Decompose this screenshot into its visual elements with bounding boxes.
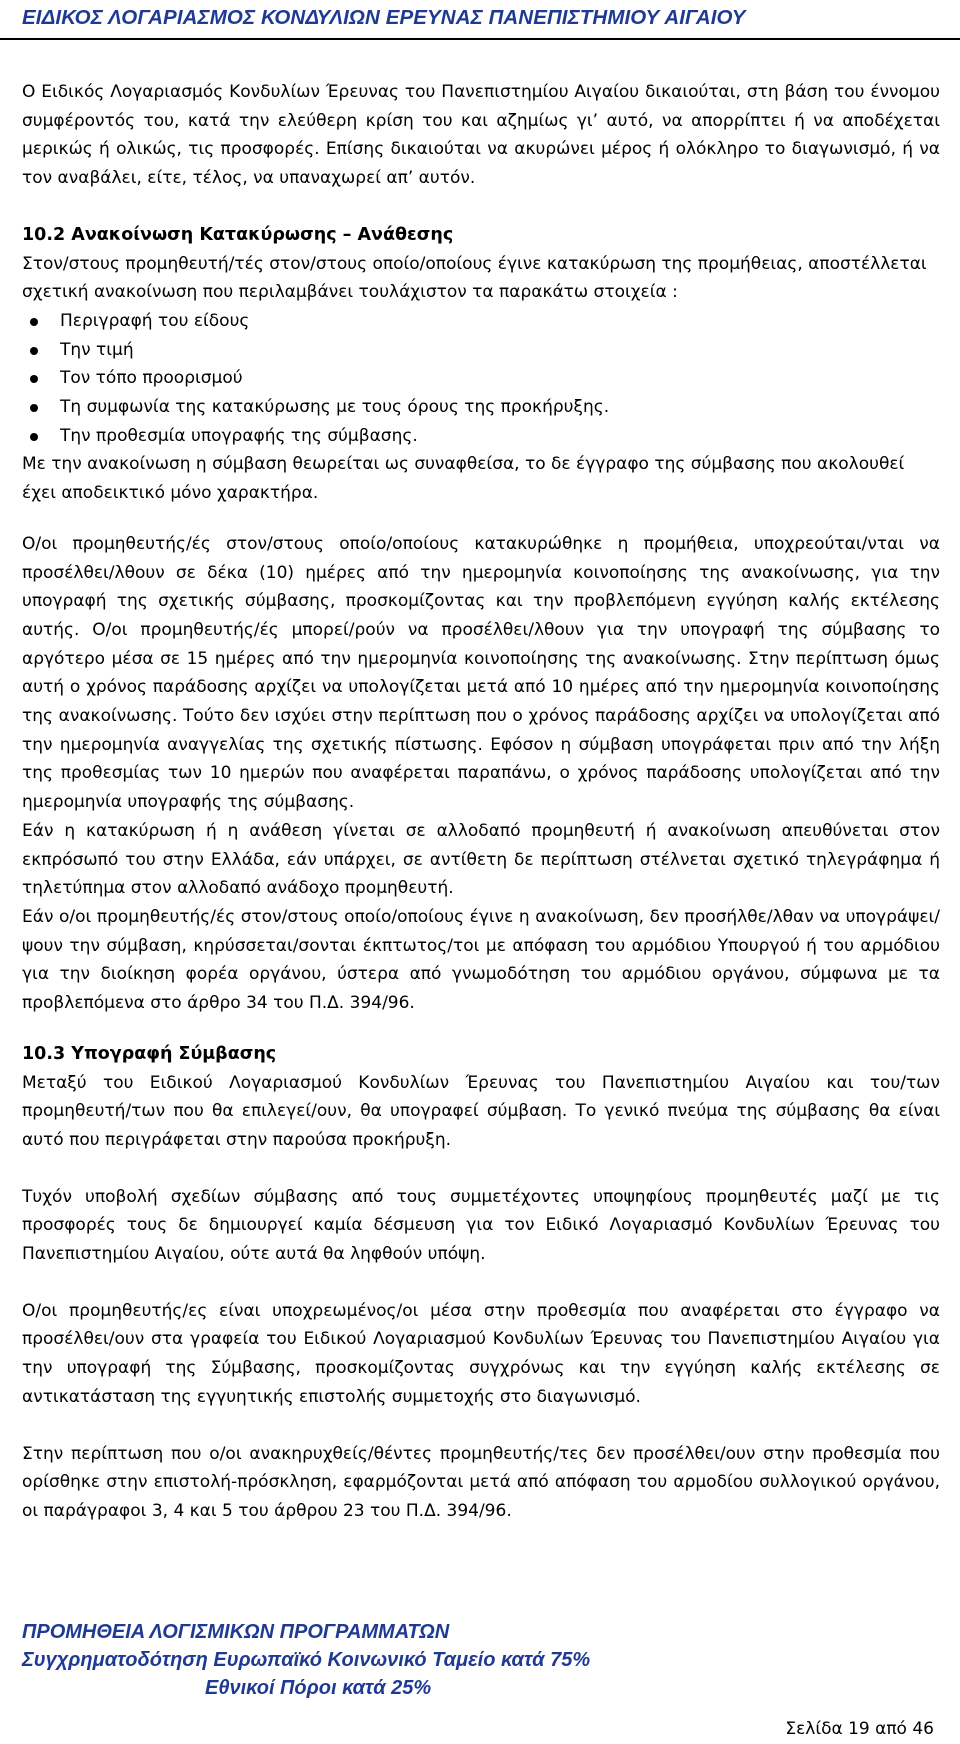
section-10-3-paragraph-4: Στην περίπτωση που ο/οι ανακηρυχθείς/θέντες προμηθευτής/τες δεν προσέλθει/ουν στην προθεσμία που ορίσθηκε στην επιστολή-πρόσκληση, εφαρμόζονται μετά από απόφαση του αρμοδίου συλλογικού οργάνου, οι παράγραφοι 3, 4 και 5 του άρθρου 23 του Π.Δ. 394/96. [22,1443,940,1521]
forfeit-paragraph: Εάν ο/οι προμηθευτής/ές στον/στους οποίο/οποίους έγινε η ανακοίνωση, δεν προσήλθε/λθαν να υπογράψει/ψουν την σύμβαση, κηρύσσεται/σονται έκπτωτος/τοι με απόφαση του αρμόδιου Υπουργού ή του αρμόδιου για την διοίκηση φορέα οργάνου, ύστερα από γνωμοδότηση του αρμόδιου οργάνου, σύμφωνα με τα προβλεπόμενα στο άρθρο 34 του Π.Δ. 394/96. [22,906,940,1014]
list-item: Τον τόπο προορισμού [60,364,940,393]
deadline-paragraph: Ο/οι προμηθευτής/ές στον/στους οποίο/οποίους κατακυρώθηκε η προμήθεια, υποχρεούται/νται να προσέλθει/λθουν σε δέκα (10) ημέρες από την ημερομηνία κοινοποίησης της ανακοίνωσης, για την υπογραφή της σχετικής σύμβασης, προσκομίζοντας και την προβλεπόμενη εγγύηση καλής εκτέλεσης αυτής. Ο/οι προμηθευτής/ές μπορεί/ρούν να προσέλθει/λθουν για την υπογραφή της σύμβασης το αργότερο μέσα σε 15 ημέρες από την ημερομηνία κοινοποίησης της ανακοίνωσης. Στην περίπτωση όμως αυτή ο χρόνος παράδοσης αρχίζει να υπολογίζεται μετά από 10 ημέρες από την ημερομηνία κοινοποίησης της ανακοίνωσης. Τούτο δεν ισχύει στην περίπτωση που ο χρόνος παράδοσης αρχίζει να υπολογίζεται από την ημερομηνία αναγγελίας της σχετικής πίστωσης. Εφόσον η σύμβαση υπογράφεται πριν από την λήξη της προθεσμίας των 10 ημερών που αναφέρεται παραπάνω, ο χρόνος παράδοσης υπολογίζεται από την ημερομηνία υπογραφής της σύμβασης. [22,533,940,813]
document-body [22,78,940,1526]
footer-project-title: ΠΡΟΜΗΘΕΙΑ ΛΟΓΙΣΜΙΚΩΝ ΠΡΟΓΡΑΜΜΑΤΩΝ [22,1621,450,1643]
page-footer [0,1621,960,1744]
intro-paragraph: Ο Ειδικός Λογαριασμός Κονδυλίων Έρευνας του Πανεπιστημίου Αιγαίου δικαιούται, στη βάση του έννομου συμφέροντός του, κατά την ελεύθερη κρίση του και αζημίως γι’ αυτό, να απορρίπτει ή να αποδέχεται μερικώς ή ολικώς, τις προσφορές. Επίσης δικαιούται να ακυρώνει μέρος ή ολόκληρο το διαγωνισμό, ή να τον αναβάλει, είτε, τέλος, να υπαναχωρεί απ’ αυτόν. [22,82,940,189]
award-elements-list [22,307,940,451]
section-10-3-heading: 10.3 Υπογραφή Σύμβασης [22,1043,277,1064]
page-header [0,0,960,40]
list-item: Την προθεσμία υπογραφής της σύμβασης. [60,422,940,451]
list-item: Τη συμφωνία της κατακύρωσης με τους όρους της προκήρυξης. [60,393,940,422]
header-title: ΕΙΔΙΚΟΣ ΛΟΓΑΡΙΑΣΜΟΣ ΚΟΝΔΥΛΙΩΝ ΕΡΕΥΝΑΣ ΠΑΝΕΠΙΣΤΗΜΙΟΥ ΑΙΓΑΙΟΥ [22,6,746,29]
section-10-3-paragraph-2: Τυχόν υποβολή σχεδίων σύμβασης από τους συμμετέχοντες υποψηφίους προμηθευτές μαζί με τις προσφορές τους δε δημιουργεί καμία δέσμευση για τον Ειδικό Λογαριασμό Κονδυλίων Έρευνας του Πανεπιστημίου Αιγαίου, ούτε αυτά θα ληφθούν υπόψη. [22,1186,940,1265]
list-item: Την τιμή [60,336,940,365]
section-10-3-paragraph-1: Μεταξύ του Ειδικού Λογαριασμού Κονδυλίων Έρευνας του Πανεπιστημίου Αιγαίου και του/των προμηθευτή/των που θα επιλεγεί/ουν, θα υπογραφεί σύμβαση. Το γενικό πνεύμα της σύμβασης θα είναι αυτό που περιγράφεται στην παρούσα προκήρυξη. [22,1072,940,1150]
page-number: Σελίδα 19 από 46 [785,1719,934,1739]
contract-concluded-paragraph: Με την ανακοίνωση η σύμβαση θεωρείται ως συναφθείσα, το δε έγγραφο της σύμβασης που ακολουθεί έχει αποδεικτικό μόνο χαρακτήρα. [22,454,905,504]
list-item: Περιγραφή του είδους [60,307,940,336]
foreign-supplier-paragraph: Εάν η κατακύρωση ή η ανάθεση γίνεται σε αλλοδαπό προμηθευτή ή ανακοίνωση απευθύνεται στον εκπρόσωπό του στην Ελλάδα, εάν υπάρχει, σε αντίθετη δε περίπτωση στέλνεται σχετικό τηλεγράφημα ή τηλετύπημα στον αλλοδαπό ανάδοχο προμηθευτή. [22,820,940,899]
section-10-2-lead: Στον/στους προμηθευτή/τές στον/στους οποίο/οποίους έγινε κατακύρωση της προμήθειας, αποστέλλεται σχετική ανακοίνωση που περιλαμβάνει τουλάχιστον τα παρακάτω στοιχεία : [22,253,927,303]
footer-funding-esf: Συγχρηματοδότηση Ευρωπαϊκό Κοινωνικό Ταμείο κατά 75% [22,1649,591,1671]
section-10-2-heading: 10.2 Ανακοίνωση Κατακύρωσης – Ανάθεσης [22,224,454,245]
section-10-3-paragraph-3: Ο/οι προμηθευτής/ες είναι υποχρεωμένος/οι μέσα στην προθεσμία που αναφέρεται στο έγγραφο να προσέλθει/ουν στα γραφεία του Ειδικού Λογαριασμού Κονδυλίων Έρευνας του Πανεπιστημίου Αιγαίου για την υπογραφή της Σύμβασης, προσκομίζοντας συγχρόνως και την εγγύηση καλής εκτέλεσης σε αντικατάσταση της εγγυητικής επιστολής συμμετοχής στο διαγωνισμό. [22,1300,940,1407]
footer-funding-national: Εθνικοί Πόροι κατά 25% [205,1677,432,1699]
